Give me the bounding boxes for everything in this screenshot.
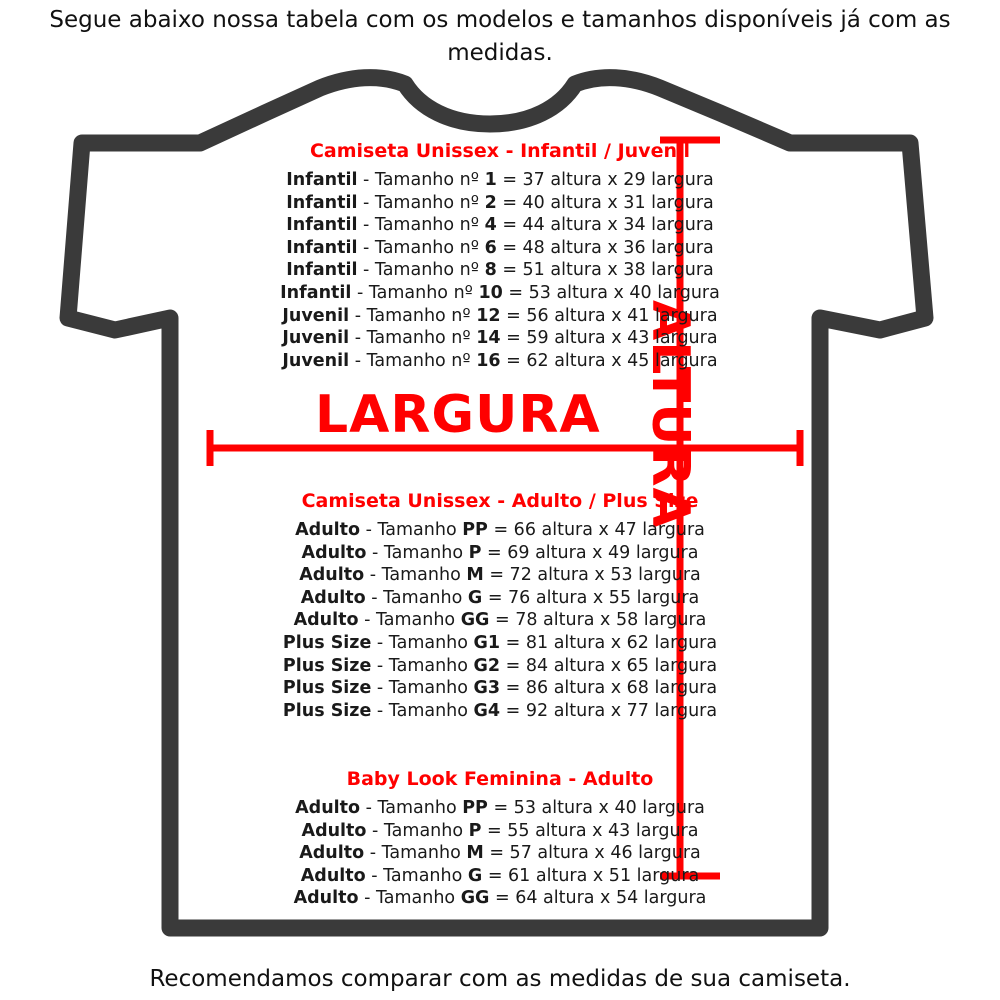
size-block-kids: [120, 140, 880, 372]
altura-label: ALTURA: [640, 300, 700, 529]
size-row-label: - Tamanho: [360, 798, 463, 818]
size-row-size: PP: [462, 798, 488, 818]
size-row-label: - Tamanho nº: [351, 282, 479, 303]
size-row-group: Juvenil: [282, 328, 350, 349]
size-row-label: - Tamanho: [371, 678, 474, 699]
size-row: [120, 350, 880, 373]
block-title: Camiseta Unissex - Infantil / Juvenil: [309, 140, 691, 162]
size-row-label: - Tamanho: [366, 820, 469, 841]
size-row-group: Adulto: [300, 587, 366, 608]
size-row: [120, 820, 880, 843]
size-row-size: 14: [476, 328, 501, 349]
size-row-size: 2: [484, 192, 497, 213]
size-row-measures: = 64 altura x 54 largura: [489, 888, 707, 909]
size-row-size: M: [466, 565, 484, 586]
size-row-measures: = 37 altura x 29 largura: [496, 170, 714, 190]
size-row-group: Infantil: [286, 237, 358, 258]
size-row-measures: = 61 altura x 51 largura: [482, 865, 700, 886]
size-row-label: - Tamanho nº: [357, 260, 485, 281]
size-block-baby: [120, 768, 880, 910]
size-row-size: G4: [473, 700, 501, 721]
size-row-group: Infantil: [286, 215, 358, 236]
size-row-measures: = 51 altura x 38 largura: [496, 260, 714, 281]
size-row-group: Infantil: [286, 260, 358, 281]
size-row-measures: = 92 altura x 77 largura: [500, 700, 718, 721]
size-row-measures: = 81 altura x 62 largura: [500, 632, 718, 653]
size-row: [120, 700, 880, 723]
size-rows: [120, 797, 880, 910]
size-row-measures: = 62 altura x 45 largura: [500, 350, 718, 371]
block-title: Camiseta Unissex - Adulto / Plus Size: [301, 490, 699, 512]
size-row-label: - Tamanho nº: [357, 215, 485, 236]
size-row: [120, 609, 880, 632]
size-row-label: - Tamanho: [360, 520, 463, 540]
size-row: [120, 305, 880, 328]
size-row: [120, 259, 880, 282]
size-row: [120, 282, 880, 305]
size-row-label: - Tamanho: [364, 843, 467, 864]
size-row: [120, 842, 880, 865]
size-row-measures: = 55 altura x 43 largura: [481, 820, 699, 841]
size-row: [120, 655, 880, 678]
size-row: [120, 887, 880, 910]
size-row-group: Adulto: [299, 843, 365, 864]
size-row-size: GG: [460, 888, 490, 909]
size-row-measures: = 48 altura x 36 largura: [496, 237, 714, 258]
size-row-label: - Tamanho: [365, 865, 468, 886]
size-row-measures: = 72 altura x 53 largura: [483, 565, 701, 586]
size-rows: [120, 519, 880, 722]
size-block-adult: [120, 490, 880, 722]
size-row-measures: = 44 altura x 34 largura: [496, 215, 714, 236]
size-row: [120, 237, 880, 260]
size-row-label: - Tamanho: [358, 610, 461, 631]
size-row-size: PP: [462, 520, 488, 540]
size-row-group: Adulto: [295, 520, 361, 540]
size-row: [120, 632, 880, 655]
size-row-measures: = 57 altura x 46 largura: [483, 843, 701, 864]
size-row-measures: = 78 altura x 58 largura: [489, 610, 707, 631]
size-row: [120, 542, 880, 565]
size-row-measures: = 40 altura x 31 largura: [496, 192, 714, 213]
size-row-label: - Tamanho: [366, 542, 469, 563]
size-row-group: Adulto: [295, 798, 361, 818]
size-row-group: Infantil: [280, 282, 352, 303]
size-row: [120, 865, 880, 888]
bottom-caption: Recomendamos comparar com as medidas de sua camiseta.: [149, 966, 851, 992]
size-row-measures: = 56 altura x 41 largura: [500, 305, 718, 326]
size-row-size: G3: [473, 678, 501, 699]
size-row-size: G1: [473, 632, 501, 653]
size-row-size: 8: [484, 260, 497, 281]
top-caption: Segue abaixo nossa tabela com os modelos e tamanhos disponíveis já com as medidas.: [49, 7, 951, 66]
size-row-measures: = 69 altura x 49 largura: [481, 542, 699, 563]
size-row-size: 6: [484, 237, 497, 258]
size-row: [120, 192, 880, 215]
size-row-group: Adulto: [300, 865, 366, 886]
size-row-label: - Tamanho: [358, 888, 461, 909]
size-row-group: Adulto: [301, 820, 367, 841]
size-row-group: Infantil: [286, 192, 358, 213]
size-row: [120, 564, 880, 587]
size-row-label: - Tamanho nº: [357, 170, 485, 190]
size-row-group: Adulto: [299, 565, 365, 586]
size-row-size: 4: [484, 215, 497, 236]
size-row-label: - Tamanho: [365, 587, 468, 608]
size-row: [120, 587, 880, 610]
size-row-label: - Tamanho: [364, 565, 467, 586]
size-row-group: Plus Size: [282, 655, 372, 676]
size-row-size: 10: [478, 282, 503, 303]
size-row-size: M: [466, 843, 484, 864]
size-row-group: Plus Size: [282, 700, 372, 721]
size-row: [120, 519, 880, 542]
size-row-size: 12: [476, 305, 501, 326]
size-row-size: G2: [473, 655, 501, 676]
size-row: [120, 169, 880, 192]
size-row-size: 16: [476, 350, 501, 371]
size-row-size: GG: [460, 610, 490, 631]
largura-label: LARGURA: [315, 385, 601, 445]
size-row-size: P: [468, 820, 482, 841]
size-row-group: Juvenil: [282, 350, 350, 371]
size-row-group: Adulto: [301, 542, 367, 563]
size-row-label: - Tamanho: [371, 632, 474, 653]
size-rows: [120, 169, 880, 372]
size-row-measures: = 86 altura x 68 largura: [500, 678, 718, 699]
size-row-size: 1: [484, 170, 497, 190]
block-title: Baby Look Feminina - Adulto: [346, 768, 654, 790]
size-row-group: Adulto: [293, 888, 359, 909]
size-row-measures: = 53 altura x 40 largura: [487, 798, 705, 818]
size-row-label: - Tamanho nº: [349, 350, 477, 371]
size-row: [120, 214, 880, 237]
size-row-measures: = 53 altura x 40 largura: [502, 282, 720, 303]
size-row-measures: = 84 altura x 65 largura: [500, 655, 718, 676]
size-row: [120, 677, 880, 700]
size-row-label: - Tamanho nº: [357, 192, 485, 213]
size-row-label: - Tamanho nº: [349, 328, 477, 349]
size-row-label: - Tamanho nº: [357, 237, 485, 258]
size-row-size: P: [468, 542, 482, 563]
size-row-measures: = 76 altura x 55 largura: [482, 587, 700, 608]
size-row-label: - Tamanho: [371, 655, 474, 676]
size-row: [120, 327, 880, 350]
size-row-group: Adulto: [293, 610, 359, 631]
size-row-size: G: [467, 587, 483, 608]
size-row-size: G: [467, 865, 483, 886]
size-row-group: Infantil: [286, 170, 358, 190]
size-row-group: Juvenil: [282, 305, 350, 326]
size-row-measures: = 59 altura x 43 largura: [500, 328, 718, 349]
size-row-label: - Tamanho nº: [349, 305, 477, 326]
size-row-group: Plus Size: [282, 678, 372, 699]
size-row: [120, 797, 880, 820]
size-row-measures: = 66 altura x 47 largura: [487, 520, 705, 540]
size-row-label: - Tamanho: [371, 700, 474, 721]
size-row-group: Plus Size: [282, 632, 372, 653]
